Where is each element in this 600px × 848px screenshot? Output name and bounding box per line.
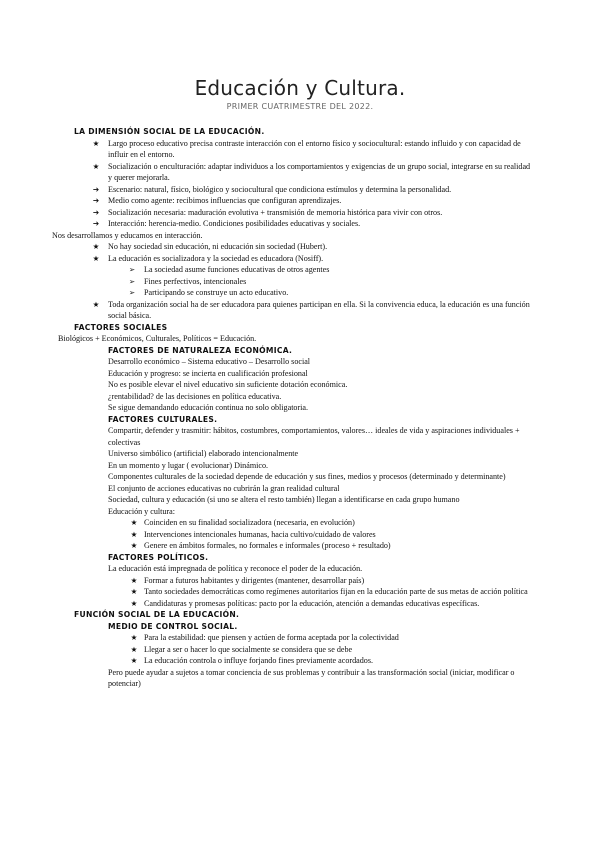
list-item-text: Tanto sociedades democráticas como regímenes autoritarios fijan en la educación parte de sus metas de acción política (144, 587, 528, 596)
star-bullet-icon: ★ (92, 299, 100, 309)
star-bullet-icon: ★ (92, 242, 100, 251)
paragraph: Pero puede ayudar a sujetos a tomar conciencia de sus problemas y contribuir a las transformación social (iniciar, modificar o potenciar) (108, 667, 515, 688)
list-item-text: Genere en ámbitos formales, no formales e informales (proceso + resultado) (144, 541, 391, 550)
paragraph: Universo simbólico (artificial) elaborado intencionalmente (108, 449, 299, 458)
list-item-text: Fines perfectivos, intencionales (144, 276, 247, 286)
paragraph: El conjunto de acciones educativas no cubrirán la gran realidad cultural (108, 483, 340, 493)
star-bullet-icon: ★ (130, 541, 138, 550)
list-item (74, 644, 534, 656)
politicos-list (74, 575, 534, 610)
list-item (74, 529, 534, 541)
document-subtitle: PRIMER CUATRIMESTRE DEL 2022. (226, 102, 374, 111)
section-heading-funcion: FUNCIÓN SOCIAL DE LA EDUCACIÓN. (74, 610, 240, 619)
list-item-text: Para la estabilidad: que piensen y actúen de forma aceptada por la colectividad (144, 633, 399, 642)
list-item-text: La sociedad asume funciones educativas de otros agentes (144, 265, 330, 274)
star-bullet-icon: ★ (130, 656, 138, 665)
list-item (74, 575, 534, 587)
star-bullet-icon: ★ (130, 587, 138, 596)
list-item (74, 598, 534, 610)
arrowhead-bullet-icon: ➢ (128, 265, 136, 274)
star-bullet-icon: ★ (130, 644, 138, 654)
list-item (74, 253, 534, 265)
star-bullet-icon: ★ (130, 529, 138, 539)
list-item (74, 207, 534, 219)
list-item (74, 586, 534, 598)
star-bullet-icon: ★ (92, 138, 100, 148)
list-item-text: La educación es socializadora y la sociedad es educadora (Nosiff). (108, 253, 324, 263)
list-item-text: La educación controla o influye forjando fines previamente acordados. (144, 656, 374, 665)
paragraph: ¿rentabilidad? de las decisiones en política educativa. (108, 391, 282, 401)
arrowhead-bullet-icon: ➢ (128, 276, 136, 286)
dimension-list-2 (74, 241, 534, 264)
paragraph: Desarrollo económico – Sistema educativo – Desarrollo social (108, 357, 311, 366)
list-item (74, 540, 534, 552)
paragraph: La educación está impregnada de política y reconoce el poder de la educación. (108, 564, 363, 573)
list-item (74, 276, 534, 288)
paragraph: Nos desarrollamos y educamos en interacción. (52, 230, 203, 240)
section-heading-factores: FACTORES SOCIALES (74, 322, 168, 332)
list-item-text: Socialización necesaria: maduración evolutiva + transmisión de memoria histórica para vivir con otros. (108, 207, 443, 217)
paragraph: Se sigue demandando educación continua no solo obligatoria. (108, 403, 309, 412)
list-item (74, 218, 534, 230)
arrow-bullet-icon: ➔ (92, 219, 100, 228)
list-item (74, 241, 534, 253)
star-bullet-icon: ★ (92, 161, 100, 171)
paragraph: Educación y cultura: (108, 506, 175, 516)
list-item (74, 138, 534, 161)
paragraph: Biológicos + Económicos, Culturales, Políticos = Educación. (58, 334, 257, 343)
subsection-heading-medio: MEDIO DE CONTROL SOCIAL. (108, 621, 238, 631)
list-item-text: Intervenciones intencionales humanas, hacia cultivo/cuidado de valores (144, 529, 376, 539)
list-item (74, 517, 534, 529)
medio-list (74, 632, 534, 667)
list-item-text: Escenario: natural, físico, biológico y sociocultural que condiciona estímulos y determina la personalidad. (108, 184, 452, 194)
subsection-heading-politicos: FACTORES POLÍTICOS. (108, 552, 209, 562)
arrow-bullet-icon: ➔ (92, 196, 100, 205)
subsection-heading-culturales: FACTORES CULTURALES. (108, 414, 218, 424)
paragraph: En un momento y lugar ( evolucionar) Dinámico. (108, 460, 269, 470)
list-item (74, 184, 534, 196)
document-title: Educación y Cultura. (194, 76, 406, 100)
list-item (74, 195, 534, 207)
dimension-list-3 (74, 299, 534, 322)
list-item-text: Interacción: herencia-medio. Condiciones posibilidades educativas y sociales. (108, 219, 361, 228)
section-heading-dimension: LA DIMENSIÓN SOCIAL DE LA EDUCACIÓN. (74, 127, 265, 136)
list-item-text: Participando se construye un acto educativo. (144, 288, 289, 297)
list-item (74, 264, 534, 276)
subsection-heading-economica: FACTORES DE NATURALEZA ECONÓMICA. (108, 345, 293, 355)
star-bullet-icon: ★ (92, 253, 100, 263)
list-item-text: Socialización o enculturación: adaptar individuos a los comportamientos y exigencias de un grupo social, integrarse en su realidad y querer mejorarla. (108, 161, 531, 182)
culturales-list (74, 517, 534, 552)
document-body (52, 126, 534, 690)
arrow-bullet-icon: ➔ (92, 207, 100, 217)
list-item (74, 655, 534, 667)
list-item (74, 287, 534, 299)
list-item-text: Coinciden en su finalidad socializadora (necesaria, en evolución) (144, 518, 355, 527)
list-item-text: No hay sociedad sin educación, ni educación sin sociedad (Hubert). (108, 242, 328, 251)
paragraph: No es posible elevar el nivel educativo sin suficiente dotación económica. (108, 380, 348, 389)
list-item-text: Largo proceso educativo precisa contraste interacción con el entorno físico y sociocultural: estando influido y con capacidad de influir en el entorno. (108, 138, 521, 159)
arrow-bullet-icon: ➔ (92, 184, 100, 194)
paragraph: Componentes culturales de la sociedad depende de educación y sus fines, medios y procesos (determinado y determinante) (108, 472, 506, 481)
paragraph: Compartir, defender y trasmitir: hábitos, costumbres, comportamientos, valores… ideales de vida y aspiraciones individuales + colectivas (108, 426, 520, 447)
list-item (74, 632, 534, 644)
star-bullet-icon: ★ (130, 633, 138, 642)
list-item-text: Formar a futuros habitantes y dirigentes (mantener, desarrollar país) (144, 575, 365, 585)
list-item-text: Toda organización social ha de ser educadora para quienes participan en ella. Si la convivencia educa, la educación es una función social básica. (108, 299, 530, 320)
star-bullet-icon: ★ (130, 518, 138, 527)
arrowhead-bullet-icon: ➢ (128, 288, 136, 297)
paragraph: Sociedad, cultura y educación (si uno se altera el resto también) llegan a identificarse en cada grupo humano (108, 495, 460, 504)
list-item-text: Llegar a ser o hacer lo que socialmente se considera que se debe (144, 644, 353, 654)
list-item (74, 299, 534, 322)
list-item-text: Candidaturas y promesas políticas: pacto por la educación, atención a demandas educativas específicas. (144, 598, 480, 608)
dimension-list (74, 138, 534, 230)
star-bullet-icon: ★ (130, 575, 138, 585)
list-item (74, 161, 534, 184)
list-item-text: Medio como agente: recibimos influencias que configuran aprendizajes. (108, 196, 342, 205)
dimension-sublist (74, 264, 534, 299)
star-bullet-icon: ★ (130, 598, 138, 608)
paragraph: Educación y progreso: se incierta en cualificación profesional (108, 368, 308, 378)
